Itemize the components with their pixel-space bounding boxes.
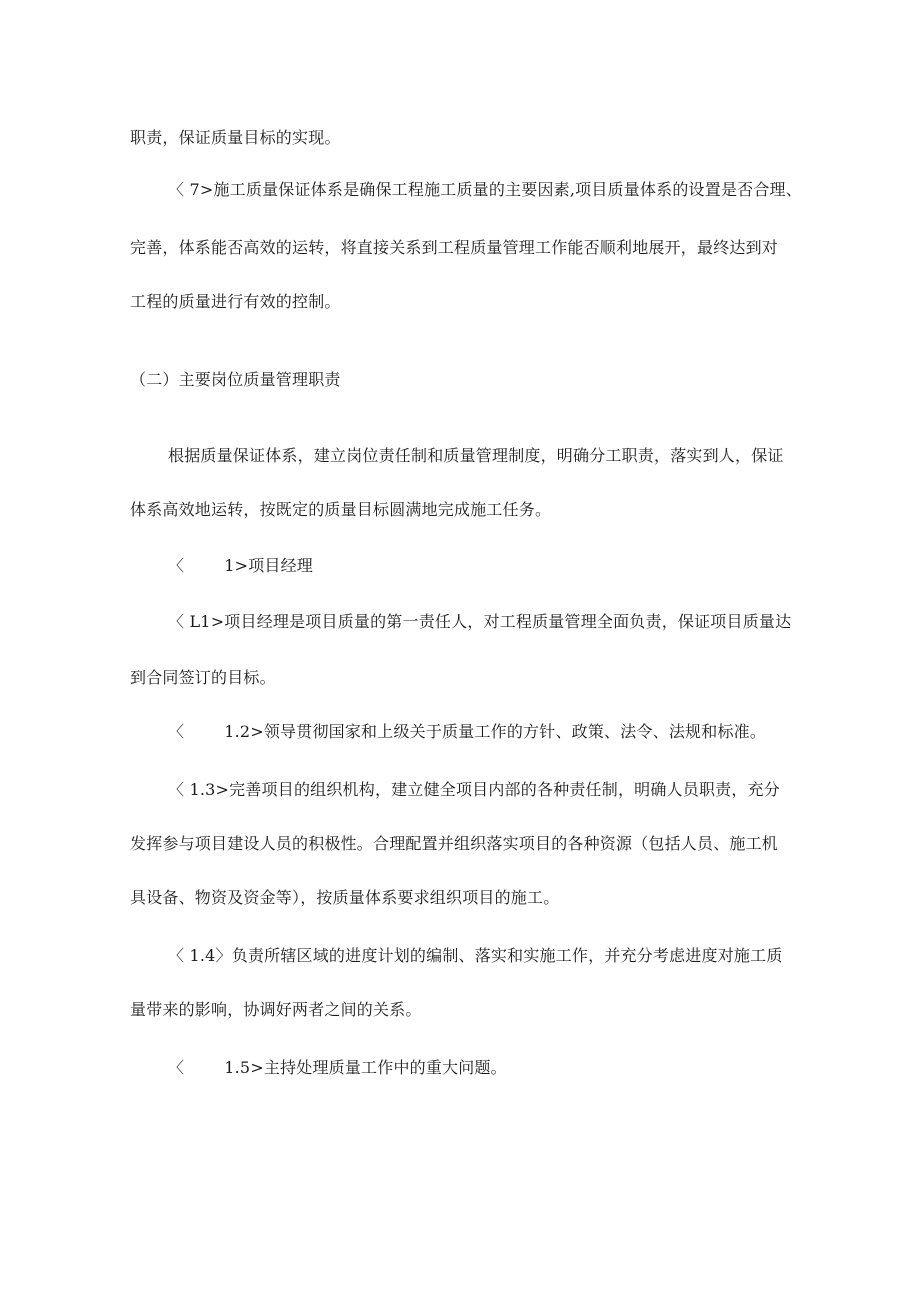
paragraph-line: 〈 1.3>完善项目的组织机构，建立健全项目内部的各种责任制，明确人员职责，充分 xyxy=(168,780,780,799)
paragraph-line: 体系高效地运转，按既定的质量目标圆满地完成施工任务。 xyxy=(130,500,552,519)
subheading-text: 1>项目经理 xyxy=(224,556,313,575)
list-item-line xyxy=(168,1058,868,1078)
paragraph-line: 完善，体系能否高效的运转，将直接关系到工程质量管理工作能否顺利地展开，最终达到对 xyxy=(130,238,779,257)
bracket-mark: 〈 xyxy=(168,556,185,575)
paragraph-line: 发挥参与项目建设人员的积极性。合理配置并组织落实项目的各种资源（包括人员、施工机 xyxy=(130,834,779,853)
paragraph-line: 工程的质量进行有效的控制。 xyxy=(130,292,341,311)
list-item-line xyxy=(168,722,868,742)
bracket-mark: 〈 xyxy=(168,1058,185,1077)
paragraph-line: 根据质量保证体系，建立岗位责任制和质量管理制度，明确分工职责，落实到人，保证 xyxy=(168,446,784,465)
paragraph-line: 具设备、物资及资金等），按质量体系要求组织项目的施工。 xyxy=(130,888,560,907)
paragraph-line: 〈 7>施工质量保证体系是确保工程施工质量的主要因素,项目质量体系的设置是否合理、 xyxy=(168,180,802,199)
subheading-line xyxy=(168,556,868,576)
paragraph-line: 量带来的影响，协调好两者之间的关系。 xyxy=(130,1000,422,1019)
bracket-mark: 〈 xyxy=(168,722,185,741)
paragraph-line: 职责，保证质量目标的实现。 xyxy=(130,128,341,147)
list-item-text: 1.2>领导贯彻国家和上级关于质量工作的方针、政策、法令、法规和标准。 xyxy=(224,722,767,741)
section-heading: （二）主要岗位质量管理职责 xyxy=(130,370,341,389)
paragraph-line: 〈 L1>项目经理是项目质量的第一责任人，对工程质量管理全面负责，保证项目质量达 xyxy=(168,612,792,631)
paragraph-line: 〈 1.4〉负责所辖区域的进度计划的编制、落实和实施工作，并充分考虑进度对施工质 xyxy=(168,946,783,965)
list-item-text: 1.5>主持处理质量工作中的重大问题。 xyxy=(224,1058,507,1077)
paragraph-line: 到合同签订的目标。 xyxy=(130,668,276,687)
